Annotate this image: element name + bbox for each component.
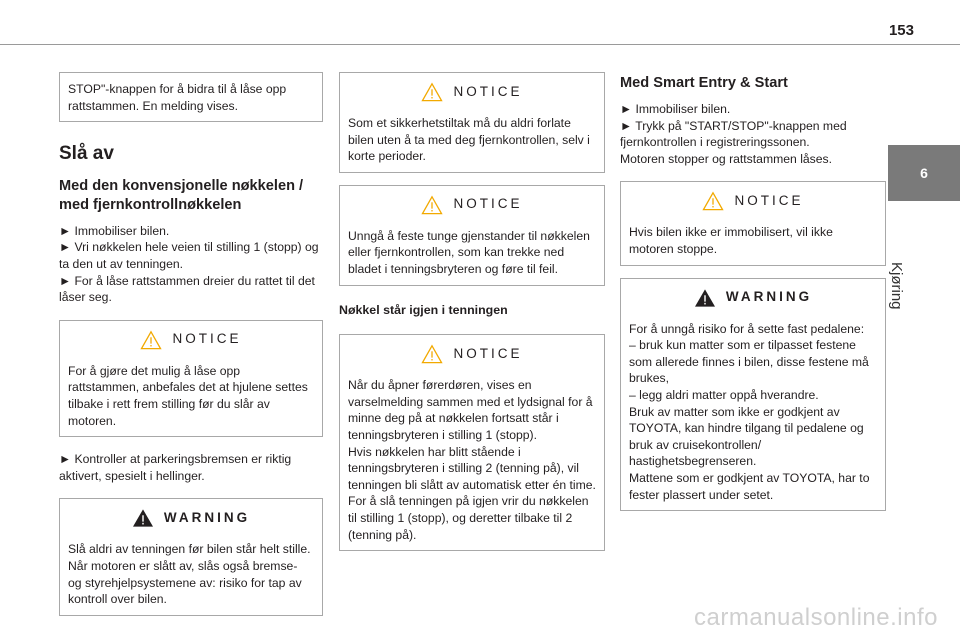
notice-title-3 — [348, 343, 596, 365]
notice-title-text: NOTICE — [453, 83, 523, 99]
step-1: ► Immobiliser bilen. — [59, 223, 170, 238]
steps-list-smart — [620, 101, 886, 167]
warning-line-4: Bruk av matter som ikke er godkjent av TOYOTA, kan hindre tilgang til pedalene og bruk av cruisekontrollen/ hastighetsbegrenseren. — [629, 404, 864, 469]
notice-box — [620, 181, 886, 265]
notice-title-text: NOTICE — [453, 345, 523, 361]
warning-icon — [132, 508, 154, 528]
notice-box-2 — [339, 185, 605, 286]
step-parking-brake: ► Kontroller at parkeringsbremsen er riktig aktivert, spesielt i hellinger. — [59, 452, 292, 483]
notice-icon — [421, 344, 443, 364]
warning-title-text: WARNING — [725, 289, 813, 305]
notice-icon — [421, 82, 443, 102]
step-1: ► Immobiliser bilen. — [620, 102, 731, 116]
notice-title — [68, 329, 314, 351]
step-2: ► Vri nøkkelen hele veien til stilling 1 (stopp) og ta den ut av tenningen. — [59, 240, 319, 271]
notice-text: Hvis bilen ikke er immobilisert, vil ikke motoren stoppe. — [629, 225, 833, 256]
notice-icon — [421, 195, 443, 215]
section-heading-sla-av: Slå av — [59, 143, 114, 165]
warning-line-1: For å unngå risiko for å sette fast pedalene: — [629, 321, 865, 336]
notice-text-3a: Når du åpner førerdøren, vises en varselmelding sammen med et lydsignal for å minne deg på at nøkkelen fortsatt står i tenningsbryteren i stilling 1 (stopp). — [348, 378, 593, 442]
notice-title — [629, 190, 877, 212]
notice-box — [59, 320, 323, 437]
column-3 — [620, 72, 886, 511]
chapter-title: Kjøring — [888, 262, 905, 310]
warning-text: Slå aldri av tenningen før bilen står helt stille. Når motoren er slått av, slås også bremse- og styrehjelpsystemene av: risiko for tap av kontroll over bilen. — [68, 542, 311, 607]
section-heading-key-left: Nøkkel står igjen i tenningen — [339, 302, 508, 317]
step-after — [59, 451, 323, 484]
notice-box-1 — [339, 72, 605, 173]
warning-box — [620, 278, 886, 512]
warning-line-2: – bruk kun matter som er tilpasset festene som allerede finnes i bilen, disse festene må brukes, — [629, 338, 869, 386]
step-3: ► For å låse rattstammen dreier du rattet til det låser seg. — [59, 273, 315, 305]
intro-box — [59, 72, 323, 122]
step-2: ► Trykk på "START/STOP"-knappen med fjernkontrollen i registreringssonen. — [620, 118, 847, 150]
warning-line-3: – legg aldri matter oppå hverandre. — [629, 387, 819, 402]
notice-title-text: NOTICE — [453, 196, 523, 212]
column-2 — [339, 72, 605, 551]
intro-text: STOP"-knappen for å bidra til å låse opp rattstammen. En melding vises. — [68, 82, 287, 113]
steps-list — [59, 223, 323, 306]
notice-icon — [140, 330, 162, 350]
watermark: carmanualsonline.info — [694, 604, 938, 631]
notice-icon — [702, 191, 724, 211]
notice-box-3 — [339, 334, 605, 551]
notice-title-text: NOTICE — [734, 193, 804, 209]
section-heading-smart-entry: Med Smart Entry & Start — [620, 75, 788, 91]
warning-icon — [694, 288, 716, 308]
top-rule — [0, 44, 960, 45]
step-3: Motoren stopper og rattstammen låses. — [620, 151, 833, 166]
notice-text-1: Som et sikkerhetstiltak må du aldri forlate bilen uten å ta med deg fjernkontrollen, selv i korte perioder. — [348, 116, 590, 164]
warning-title — [629, 287, 877, 309]
notice-text: For å gjøre det mulig å låse opp rattstammen, anbefales det at hjulene settes tilbake i rett frem stilling før du slår av motoren. — [68, 363, 308, 428]
subheading-key: Med den konvensjonelle nøkkelen / med fjernkontrollnøkkelen — [59, 177, 304, 213]
notice-title-2 — [348, 194, 596, 216]
page-number: 153 — [888, 22, 914, 39]
warning-title — [68, 507, 314, 529]
notice-text-2: Unngå å feste tunge gjenstander til nøkkelen eller fjernkontrollen, som kan trekke ned bladet i tenningsbryteren og føre til feil. — [348, 228, 590, 276]
warning-box — [59, 498, 323, 615]
column-1 — [59, 72, 323, 616]
warning-line-5: Mattene som er godkjent av TOYOTA, har to fester plassert under setet. — [629, 470, 870, 502]
chapter-tab[interactable]: 6 — [888, 145, 960, 201]
notice-text-3c: For å slå tenningen på igjen vrir du nøkkelen til stilling 1 (stopp), og deretter tilbake til 2 (tenning på). — [348, 494, 589, 542]
warning-title-text: WARNING — [163, 510, 251, 526]
notice-text-3b: Hvis nøkkelen har blitt stående i tenningsbryteren i stilling 2 (tenning på), vil tenningen bli slått av automatisk etter én time. — [348, 444, 596, 492]
notice-title-text: NOTICE — [172, 331, 242, 347]
notice-title-1 — [348, 81, 596, 103]
